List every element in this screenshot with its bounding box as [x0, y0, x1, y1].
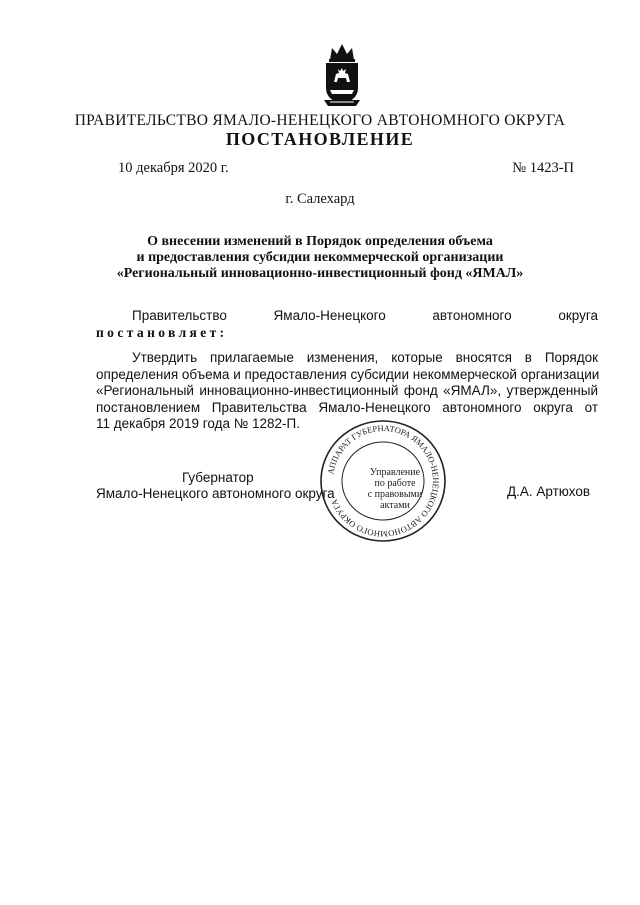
body-line: определения объема и предоставления субсидии некоммерческой организации — [96, 366, 600, 382]
stamp-line: Управление — [369, 467, 421, 478]
body-line: 11 декабря 2019 года № 1282-П. — [96, 416, 300, 431]
body-line: «Региональный инновационно-инвестиционный фонд «ЯМАЛ», утвержденный — [96, 383, 598, 398]
signatory-name: Д.А. Артюхов — [507, 484, 591, 499]
coat-of-arms-icon — [318, 40, 366, 110]
body-line: Утвердить прилагаемые изменения, которые вносятся в Порядок — [132, 350, 598, 365]
resolution-word: Правительство — [132, 308, 227, 323]
signatory-position: Губернатор — [182, 470, 254, 485]
resolution-clause — [96, 307, 598, 341]
signatory-region: Ямало-Ненецкого автономного округа — [96, 486, 335, 501]
stamp-line: актами — [380, 500, 410, 511]
resolution-word: Ямало-Ненецкого — [273, 308, 386, 323]
resolution-word: автономного — [432, 308, 512, 323]
document-city: г. Салехард — [285, 191, 355, 207]
government-name: ПРАВИТЕЛЬСТВО ЯМАЛО-НЕНЕЦКОГО АВТОНОМНОГО ОКРУГА — [74, 112, 566, 129]
stamp-center-text — [355, 467, 435, 511]
title-line: «Региональный инновационно-инвестиционный фонд «ЯМАЛ» — [116, 266, 524, 281]
resolution-verb: постановляет: — [96, 325, 228, 340]
stamp-line: по работе — [374, 478, 416, 489]
title-line: О внесении изменений в Порядок определения объема — [147, 234, 493, 249]
document-type: ПОСТАНОВЛЕНИЕ — [225, 129, 415, 149]
body-line: постановлением Правительства Ямало-Ненецкого автономного округа от — [96, 399, 598, 415]
resolution-word: округа — [558, 308, 598, 323]
document-date: 10 декабря 2020 г. — [118, 160, 229, 176]
stamp-ring-text: АППАРАТ ГУБЕРНАТОРА ЯМАЛО-НЕНЕЦКОГО АВТОНОМНОГО ОКРУГА — [325, 422, 442, 540]
title-line: и предоставления субсидии некоммерческой организации — [136, 250, 504, 265]
stamp-line: с правовыми — [367, 489, 423, 500]
document-title — [90, 234, 550, 282]
document-number: № 1423-П — [512, 160, 574, 176]
